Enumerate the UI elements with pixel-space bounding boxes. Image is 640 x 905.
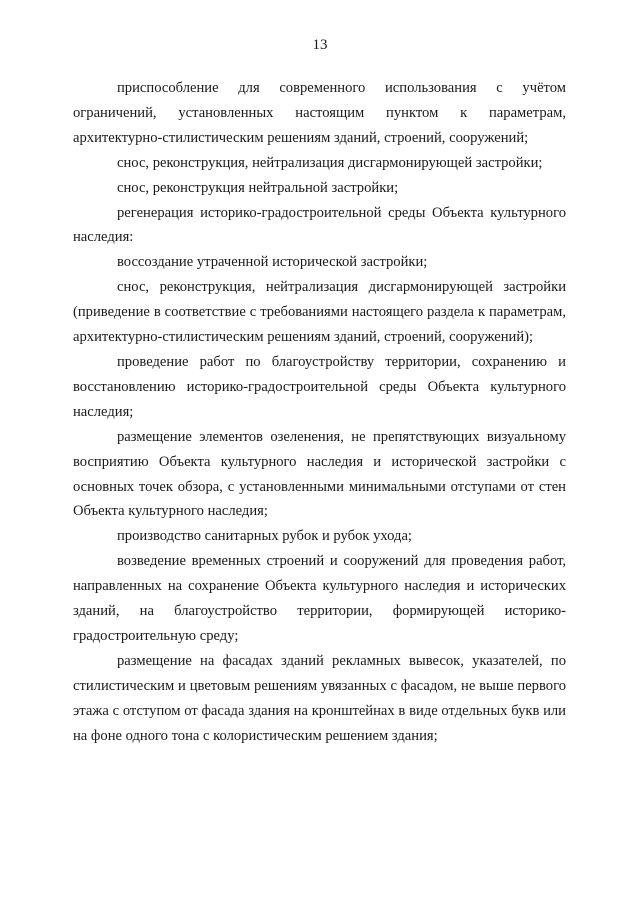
paragraph-sanitary-felling: производство санитарных рубок и рубок ухода; (117, 528, 412, 545)
document-body (73, 76, 566, 748)
paragraph-greenery: размещение элементов озеленения, не препятствующих визуальному восприятию Объекта культурного наследия и исторической застройки с основных точек обзора, с установленными минимальными отступами от стен Объекта культурного наследия; (73, 428, 566, 520)
paragraph-adaptation: приспособление для современного использования с учётом ограничений, установленных настоящим пунктом к параметрам, архитектурно-стилистическим решениям зданий, строений, сооружений; (73, 80, 566, 146)
paragraph-signage: размещение на фасадах зданий рекламных вывесок, указателей, по стилистическим и цветовым решениям увязанных с фасадом, не выше первого этажа с отступом от фасада здания на кронштейнах в виде отдельных букв или на фоне одного тона с колористическим решением здания; (73, 652, 566, 744)
paragraph-demolition-neutral: снос, реконструкция нейтральной застройки; (117, 179, 399, 196)
paragraph-demolition-disharmonious: снос, реконструкция, нейтрализация дисгармонирующей застройки; (117, 154, 543, 171)
paragraph-recreation: воссоздание утраченной исторической застройки; (117, 254, 428, 271)
paragraph-demolition-compliance: снос, реконструкция, нейтрализация дисгармонирующей застройки (приведение в соответствие с требованиями настоящего раздела к параметрам, архитектурно-стилистическим решениям зданий, строений, сооружений); (73, 279, 566, 346)
page-number: 13 (312, 37, 328, 53)
paragraph-regeneration: регенерация историко-градостроительной среды Объекта культурного наследия: (73, 204, 566, 246)
paragraph-temporary-structures: возведение временных строений и сооружений для проведения работ, направленных на сохранение Объекта культурного наследия и исторических зданий, на благоустройство территории, формирующей историко-градостроительную среду; (73, 553, 566, 644)
paragraph-landscaping-works: проведение работ по благоустройству территории, сохранению и восстановлению историко-градостроительной среды Объекта культурного наследия; (73, 353, 566, 420)
